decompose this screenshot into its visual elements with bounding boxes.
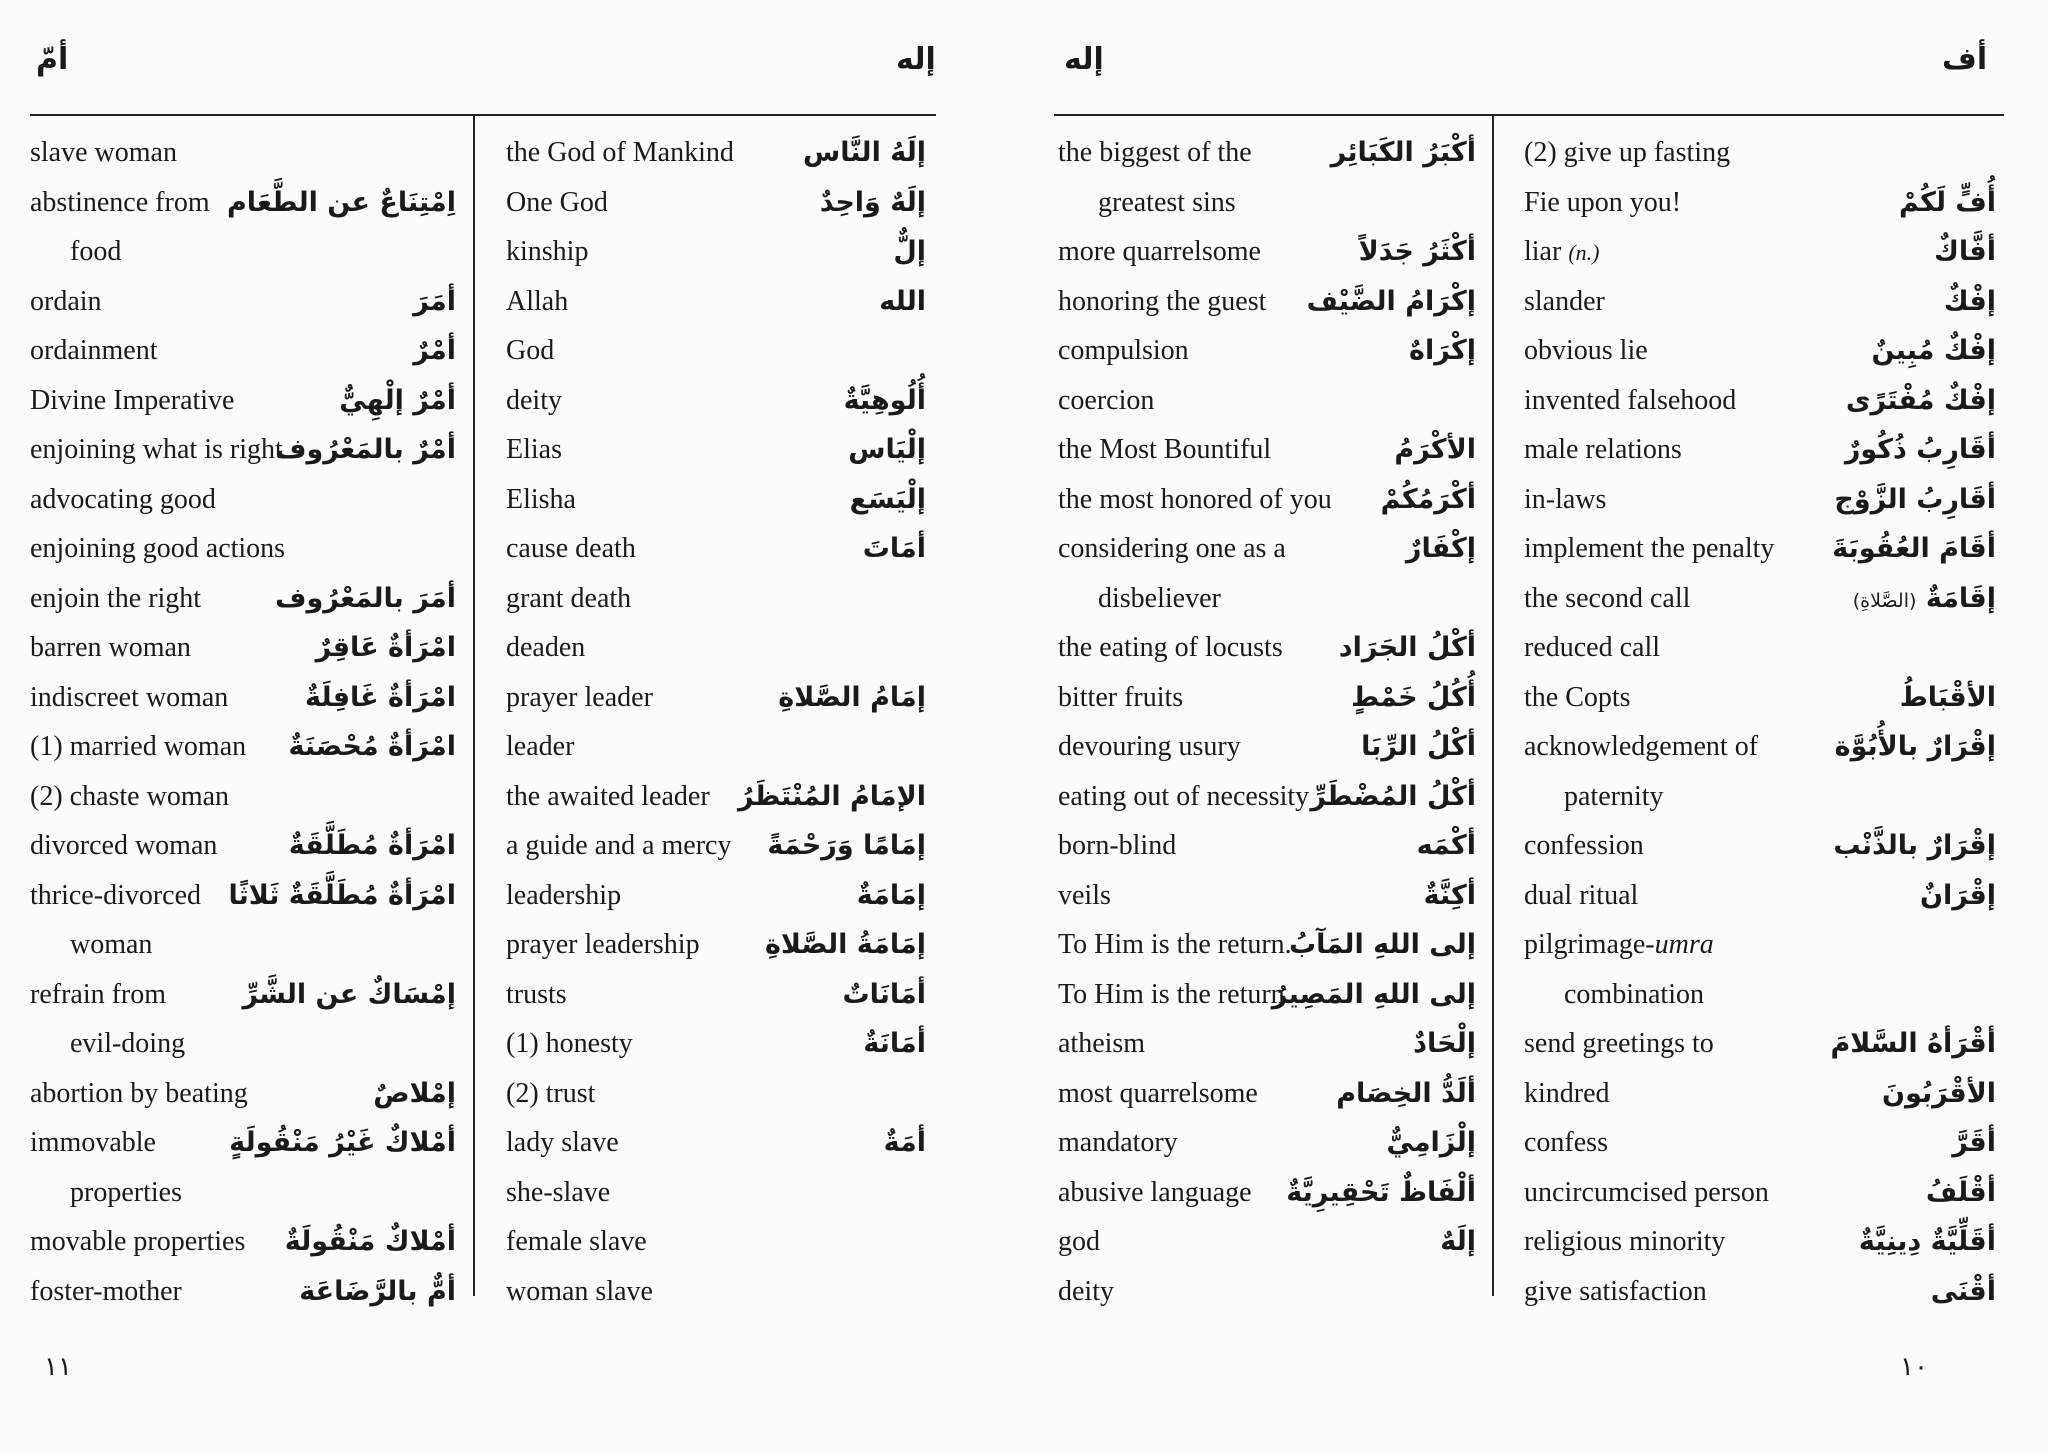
english-gloss: the second call: [1524, 582, 1691, 614]
page-number: ١١: [44, 1352, 72, 1382]
english-gloss: To Him is the return.: [1058, 978, 1292, 1010]
english-gloss: abstinence from: [30, 186, 210, 218]
arabic-headword: أفَّاكٌ: [1934, 236, 1996, 267]
dictionary-entry: [30, 970, 456, 1020]
dictionary-entry: [30, 1069, 456, 1119]
page-number: ١٠: [1900, 1352, 1928, 1382]
dictionary-entry: [30, 1019, 456, 1069]
dictionary-entry: [506, 722, 926, 772]
running-header-right: إله: [896, 42, 936, 77]
running-header-left: أمّ: [36, 42, 69, 77]
arabic-headword: أقْرَأهُ السَّلامَ: [1830, 1028, 1996, 1059]
english-gloss: (2) give up fasting: [1524, 137, 1731, 168]
arabic-headword: إمَامُ الصَّلاةِ: [778, 681, 926, 713]
english-gloss: divorced woman: [30, 830, 218, 861]
dictionary-entry: [506, 821, 926, 871]
english-gloss: obvious lie: [1524, 335, 1648, 366]
english-gloss: foster-mother: [30, 1275, 182, 1307]
english-gloss: enjoining good actions: [30, 533, 286, 564]
english-gloss: One God: [506, 186, 608, 218]
dictionary-entry: [30, 277, 456, 327]
dictionary-entry: [1524, 1217, 1996, 1267]
dictionary-entry: [1058, 821, 1476, 871]
dictionary-entry: [506, 1217, 926, 1267]
english-gloss: food: [70, 236, 122, 267]
english-gloss: Fie upon you!: [1524, 186, 1682, 218]
english-gloss: abortion by beating: [30, 1077, 248, 1109]
english-gloss: abusive language: [1058, 1176, 1252, 1208]
dictionary-entry: [506, 772, 926, 822]
arabic-headword: الأقْرَبُونَ: [1882, 1077, 1996, 1109]
english-gloss: liar (n.): [1524, 236, 1600, 267]
arabic-headword: أكْلُ المُضْطَرِّ: [1310, 780, 1476, 812]
dictionary-entry: [506, 1267, 926, 1317]
arabic-headword: أمٌّ بالرَّضَاعَة: [299, 1275, 456, 1307]
arabic-headword: إلٌّ: [893, 236, 926, 267]
arabic-headword: إفْكٌ: [1943, 285, 1996, 317]
dictionary-entry: [1524, 970, 1996, 1020]
english-gloss: give satisfaction: [1524, 1275, 1707, 1307]
arabic-headword: إلَهُ النَّاس: [803, 137, 926, 168]
dictionary-entry: [1058, 277, 1476, 327]
english-gloss: female slave: [506, 1226, 647, 1257]
arabic-headword: إفْكٌ مُفْتَرًى: [1845, 384, 1996, 416]
arabic-headword: [1853, 574, 1996, 627]
arabic-headword: امْرَأةٌ مُطَلَّقَةٌ ثَلاثًا: [228, 879, 456, 911]
arabic-headword: أُفٍّ لَكُمْ: [1898, 186, 1996, 218]
english-gloss: disbeliever: [1098, 582, 1221, 614]
dictionary-entry: [30, 128, 456, 178]
dictionary-entry: [506, 970, 926, 1020]
arabic-headword: إمْلاصٌ: [373, 1077, 456, 1109]
arabic-headword: أُكُلُ خَمْطٍ: [1351, 681, 1476, 713]
dictionary-entry: [506, 1069, 926, 1119]
arabic-headword: امْرَأةٌ غَافِلَةٌ: [304, 681, 456, 713]
dictionary-entry: [506, 178, 926, 228]
english-gloss: prayer leader: [506, 681, 653, 713]
english-gloss: the eating of locusts: [1058, 632, 1283, 663]
arabic-headword: إفْكٌ مُبِينٌ: [1871, 335, 1996, 366]
arabic-headword: أمْرٌ: [413, 335, 456, 366]
arabic-headword: الأكْرَمُ: [1394, 434, 1476, 465]
arabic-headword: امْرَأةٌ مُطَلَّقَةٌ: [288, 830, 456, 861]
header-rule: [1054, 114, 2004, 116]
dictionary-entry: [1058, 178, 1476, 228]
english-gloss: compulsion: [1058, 335, 1189, 366]
english-gloss: thrice-divorced: [30, 879, 202, 911]
arabic-headword: ألَدُّ الخِصَام: [1336, 1077, 1476, 1109]
english-gloss: combination: [1564, 978, 1704, 1010]
english-gloss: woman: [70, 929, 153, 960]
running-header-right: أف: [1942, 42, 1988, 77]
arabic-headword: إكْرَامُ الضَّيْف: [1306, 285, 1476, 317]
dictionary-entry: [1524, 128, 1996, 178]
running-header-left: إله: [1064, 42, 1104, 77]
english-gloss: coercion: [1058, 384, 1155, 416]
english-gloss: uncircumcised person: [1524, 1176, 1769, 1208]
arabic-headword: أمَرَ بالمَعْرُوف: [275, 582, 456, 614]
english-gloss: the biggest of the: [1058, 137, 1252, 168]
arabic-word: إقَامَةٌ: [1925, 582, 1996, 614]
dictionary-entry: [30, 178, 456, 228]
dictionary-entry: [1524, 1267, 1996, 1317]
dictionary-entry: [1524, 821, 1996, 871]
dictionary-entry: [1524, 1168, 1996, 1218]
arabic-headword: الإمَامُ المُنْتَظَرُ: [737, 780, 926, 812]
arabic-headword: إلْحَادٌ: [1413, 1028, 1476, 1059]
english-gloss: male relations: [1524, 434, 1682, 465]
english-gloss: enjoining what is right: [30, 434, 283, 465]
arabic-headword: أمْلاكٌ مَنْقُولَةٌ: [284, 1226, 456, 1257]
dictionary-entry: [1058, 326, 1476, 376]
english-gloss: confess: [1524, 1127, 1608, 1158]
english-gloss: properties: [70, 1176, 182, 1208]
english-gloss: religious minority: [1524, 1226, 1726, 1257]
english-gloss: mandatory: [1058, 1127, 1178, 1158]
dictionary-entry: [1058, 722, 1476, 772]
arabic-headword: إقْرَارٌ بالأُبُوَّة: [1834, 731, 1996, 762]
english-gloss: ordainment: [30, 335, 158, 366]
english-gloss: kinship: [506, 236, 589, 267]
english-gloss: acknowledgement of: [1524, 731, 1759, 762]
dictionary-entry: [1524, 524, 1996, 574]
dictionary-entry: [1058, 227, 1476, 277]
dictionary-entry: [1524, 722, 1996, 772]
arabic-headword: إمَامًا وَرَحْمَةً: [767, 830, 926, 861]
dictionary-entry: [1524, 425, 1996, 475]
dictionary-entry: [1524, 623, 1996, 673]
arabic-headword: أمَانَةٌ: [863, 1028, 926, 1059]
dictionary-entry: [506, 1118, 926, 1168]
dictionary-entry: [1058, 425, 1476, 475]
arabic-headword: أُلُوهِيَّةٌ: [843, 384, 926, 416]
dictionary-entry: [1524, 1069, 1996, 1119]
arabic-headword: أقَرَّ: [1952, 1127, 1996, 1158]
english-gloss: slander: [1524, 285, 1605, 317]
dictionary-entry: [1524, 277, 1996, 327]
english-gloss: refrain from: [30, 978, 167, 1010]
right-page: [1024, 0, 2048, 1455]
arabic-headword: أقَامَ العُقُوبَةَ: [1832, 533, 1996, 564]
english-gloss: Elias: [506, 434, 562, 465]
dictionary-entry: [1524, 574, 1996, 624]
english-gloss: (1) honesty: [506, 1028, 633, 1059]
english-gloss: Allah: [506, 285, 569, 317]
english-gloss: send greetings to: [1524, 1028, 1714, 1059]
arabic-headword: امْرَأةٌ عَاقِرٌ: [315, 632, 456, 663]
dictionary-entry: [1058, 970, 1476, 1020]
dictionary-entry: [1058, 376, 1476, 426]
arabic-headword: إقْرَانٌ: [1919, 879, 1996, 911]
arabic-headword: أقَلِّيَّةٌ دِينِيَّةٌ: [1858, 1226, 1996, 1257]
dictionary-entry: [506, 673, 926, 723]
english-gloss: considering one as a: [1058, 533, 1286, 564]
arabic-headword: إلْزَامِيٌّ: [1386, 1127, 1476, 1158]
header-rule: [30, 114, 936, 116]
english-gloss: immovable: [30, 1127, 156, 1158]
arabic-headword: ألْفَاظٌ تَحْقِيرِيَّةٌ: [1286, 1176, 1476, 1208]
arabic-headword: أمْلاكٌ غَيْرُ مَنْقُولَةٍ: [229, 1127, 456, 1158]
arabic-headword: أمْرٌ إلْهِيٌّ: [339, 384, 456, 416]
english-gloss: ordain: [30, 285, 102, 317]
dictionary-entry: [30, 326, 456, 376]
arabic-headword: إلَهٌ وَاحِدٌ: [819, 186, 926, 218]
dictionary-entry: [1524, 871, 1996, 921]
english-gloss: prayer leadership: [506, 929, 700, 960]
dictionary-entry: [1058, 524, 1476, 574]
dictionary-entry: [30, 920, 456, 970]
dictionary-entry: [1524, 326, 1996, 376]
english-gloss: the God of Mankind: [506, 137, 734, 168]
english-gloss: grant death: [506, 582, 632, 614]
column-divider: [473, 116, 475, 1296]
arabic-headword: أكْثَرُ جَدَلاً: [1358, 236, 1476, 267]
english-gloss: implement the penalty: [1524, 533, 1775, 564]
arabic-headword: إمَامَةٌ: [856, 879, 926, 911]
english-gloss: deity: [506, 384, 562, 416]
dictionary-entry: [506, 326, 926, 376]
english-gloss: veils: [1058, 879, 1111, 911]
arabic-headword: أقْنَى: [1930, 1275, 1996, 1307]
dictionary-entry: [30, 475, 456, 525]
english-gloss: trusts: [506, 978, 567, 1010]
english-gloss: confession: [1524, 830, 1644, 861]
arabic-headword: أمَرَ: [413, 285, 456, 317]
dictionary-entry: [1058, 871, 1476, 921]
dictionary-entry: [506, 871, 926, 921]
english-gloss: more quarrelsome: [1058, 236, 1261, 267]
dictionary-entry: [30, 722, 456, 772]
dictionary-entry: [30, 1168, 456, 1218]
dictionary-entry: [1058, 1118, 1476, 1168]
entry-column-2: [1524, 128, 1996, 1316]
english-gloss: leadership: [506, 879, 622, 911]
dictionary-entry: [1058, 772, 1476, 822]
english-gloss: she-slave: [506, 1176, 611, 1208]
dictionary-entry: [506, 376, 926, 426]
dictionary-entry: [1524, 227, 1996, 277]
english-gloss: (2) chaste woman: [30, 780, 230, 812]
english-gloss: slave woman: [30, 137, 177, 168]
dictionary-entry: [30, 227, 456, 277]
dictionary-entry: [30, 425, 456, 475]
english-gloss: indiscreet woman: [30, 681, 229, 713]
english-gloss: barren woman: [30, 632, 191, 663]
dictionary-entry: [506, 1019, 926, 1069]
dictionary-entry: [1524, 673, 1996, 723]
english-gloss: (2) trust: [506, 1077, 596, 1109]
dictionary-entry: [1058, 1069, 1476, 1119]
english-gloss: in-laws: [1524, 483, 1607, 515]
entry-column-1: [30, 128, 456, 1316]
arabic-headword: أكْمَه: [1416, 830, 1476, 861]
dictionary-entry: [506, 920, 926, 970]
dictionary-entry: [1058, 1217, 1476, 1267]
dictionary-entry: [1058, 623, 1476, 673]
english-gloss: Divine Imperative: [30, 384, 235, 416]
arabic-headword: أكْلُ الجَرَاد: [1338, 632, 1476, 663]
dictionary-entry: [506, 574, 926, 624]
dictionary-entry: [1524, 1118, 1996, 1168]
dictionary-entry: [506, 425, 926, 475]
dictionary-entry: [30, 673, 456, 723]
arabic-headword: إلى اللهِ المَآبُ: [1288, 929, 1476, 960]
english-gloss: the Copts: [1524, 681, 1631, 713]
entry-column-2: [506, 128, 926, 1316]
dictionary-entry: [30, 1217, 456, 1267]
dictionary-entry: [1058, 673, 1476, 723]
dictionary-entry: [30, 1267, 456, 1317]
dictionary-entry: [1058, 1019, 1476, 1069]
dictionary-entry: [1524, 772, 1996, 822]
english-gloss: God: [506, 335, 555, 366]
dictionary-entry: [30, 376, 456, 426]
arabic-headword: إقْرَارٌ بالذَّنْب: [1833, 830, 1996, 861]
arabic-headword: أكْبَرُ الكَبَائِر: [1330, 137, 1476, 168]
dictionary-entry: [30, 772, 456, 822]
arabic-headword: أقْلَفُ: [1925, 1176, 1996, 1208]
english-gloss: a guide and a mercy: [506, 830, 732, 861]
arabic-headword: أمَةٌ: [883, 1127, 926, 1158]
dictionary-entry: [506, 475, 926, 525]
dictionary-entry: [1058, 1267, 1476, 1317]
arabic-headword: الأقْبَاطُ: [1899, 681, 1996, 713]
dictionary-entry: [1058, 574, 1476, 624]
english-gloss: deity: [1058, 1275, 1114, 1307]
english-gloss: To Him is the return.: [1058, 929, 1292, 960]
arabic-headword: امْرَأةٌ مُحْصَنَةٌ: [288, 731, 456, 762]
arabic-headword: أمَاتَ: [862, 533, 926, 564]
dictionary-entry: [1058, 920, 1476, 970]
arabic-headword: أكْلُ الرِّبَا: [1361, 731, 1476, 762]
english-gloss: deaden: [506, 632, 586, 663]
english-gloss: (1) married woman: [30, 731, 247, 762]
arabic-headword: إمْسَاكٌ عن الشَّرِّ: [242, 978, 456, 1010]
arabic-headword: أكْرَمُكُمْ: [1380, 483, 1476, 515]
english-gloss: eating out of necessity: [1058, 780, 1310, 812]
arabic-headword: إلْيَسَع: [849, 483, 926, 515]
english-gloss: movable properties: [30, 1226, 246, 1257]
dictionary-entry: [506, 623, 926, 673]
english-gloss: paternity: [1564, 780, 1664, 812]
arabic-headword: إمَامَةُ الصَّلاةِ: [764, 929, 926, 960]
arabic-headword: أقَارِبُ ذُكُورٌ: [1844, 434, 1996, 465]
arabic-headword: أقَارِبُ الزَّوْج: [1834, 483, 1996, 515]
english-gloss: advocating good: [30, 483, 216, 515]
english-gloss: greatest sins: [1098, 186, 1236, 218]
arabic-headword: إلْيَاس: [848, 434, 926, 465]
dictionary-entry: [1524, 475, 1996, 525]
english-gloss: honoring the guest: [1058, 285, 1267, 317]
english-gloss: bitter fruits: [1058, 681, 1184, 713]
english-gloss: invented falsehood: [1524, 384, 1737, 416]
english-gloss: leader: [506, 731, 575, 762]
dictionary-entry: [506, 227, 926, 277]
dictionary-entry: [506, 524, 926, 574]
arabic-headword: أمَانَاتٌ: [842, 978, 926, 1010]
arabic-headword: الله: [879, 285, 926, 317]
english-gloss: kindred: [1524, 1077, 1610, 1109]
dictionary-entry: [506, 1168, 926, 1218]
dictionary-entry: [30, 623, 456, 673]
dictionary-entry: [30, 574, 456, 624]
english-gloss: atheism: [1058, 1028, 1146, 1059]
dictionary-entry: [30, 1118, 456, 1168]
english-gloss: born-blind: [1058, 830, 1177, 861]
english-gloss: god: [1058, 1226, 1100, 1257]
arabic-headword: إلَهٌ: [1440, 1226, 1476, 1257]
arabic-note: (الصَّلاةِ): [1852, 589, 1917, 612]
english-gloss: pilgrimage-umra: [1524, 929, 1714, 960]
dictionary-entry: [1524, 178, 1996, 228]
dictionary-entry: [1058, 475, 1476, 525]
dictionary-entry: [1524, 920, 1996, 970]
english-gloss: the most honored of you: [1058, 483, 1332, 515]
arabic-headword: اِمْتِنَاعٌ عن الطَّعَام: [227, 186, 456, 218]
english-gloss: devouring usury: [1058, 731, 1241, 762]
english-gloss: reduced call: [1524, 632, 1661, 663]
arabic-headword: إلى اللهِ المَصِيرُ: [1271, 978, 1476, 1010]
dictionary-entry: [30, 871, 456, 921]
dictionary-entry: [1058, 1168, 1476, 1218]
english-gloss: lady slave: [506, 1127, 619, 1158]
dictionary-entry: [30, 821, 456, 871]
arabic-headword: أكِنَّةٌ: [1423, 879, 1476, 911]
dictionary-entry: [1524, 1019, 1996, 1069]
english-gloss: evil-doing: [70, 1028, 186, 1059]
dictionary-entry: [506, 277, 926, 327]
english-gloss: cause death: [506, 533, 636, 564]
dictionary-entry: [506, 128, 926, 178]
entry-column-1: [1058, 128, 1476, 1316]
english-gloss: woman slave: [506, 1275, 653, 1307]
english-gloss: enjoin the right: [30, 582, 202, 614]
english-gloss: Elisha: [506, 483, 576, 515]
dictionary-entry: [1058, 128, 1476, 178]
english-gloss: dual ritual: [1524, 879, 1639, 911]
arabic-headword: إكْفَارٌ: [1405, 533, 1476, 564]
arabic-headword: إكْرَاهٌ: [1409, 335, 1476, 366]
english-gloss: most quarrelsome: [1058, 1077, 1258, 1109]
column-divider: [1492, 116, 1494, 1296]
english-gloss: the awaited leader: [506, 780, 710, 812]
english-gloss: the Most Bountiful: [1058, 434, 1272, 465]
dictionary-entry: [30, 524, 456, 574]
dictionary-entry: [1524, 376, 1996, 426]
arabic-headword: أمْرٌ بالمَعْرُوف: [275, 434, 456, 465]
